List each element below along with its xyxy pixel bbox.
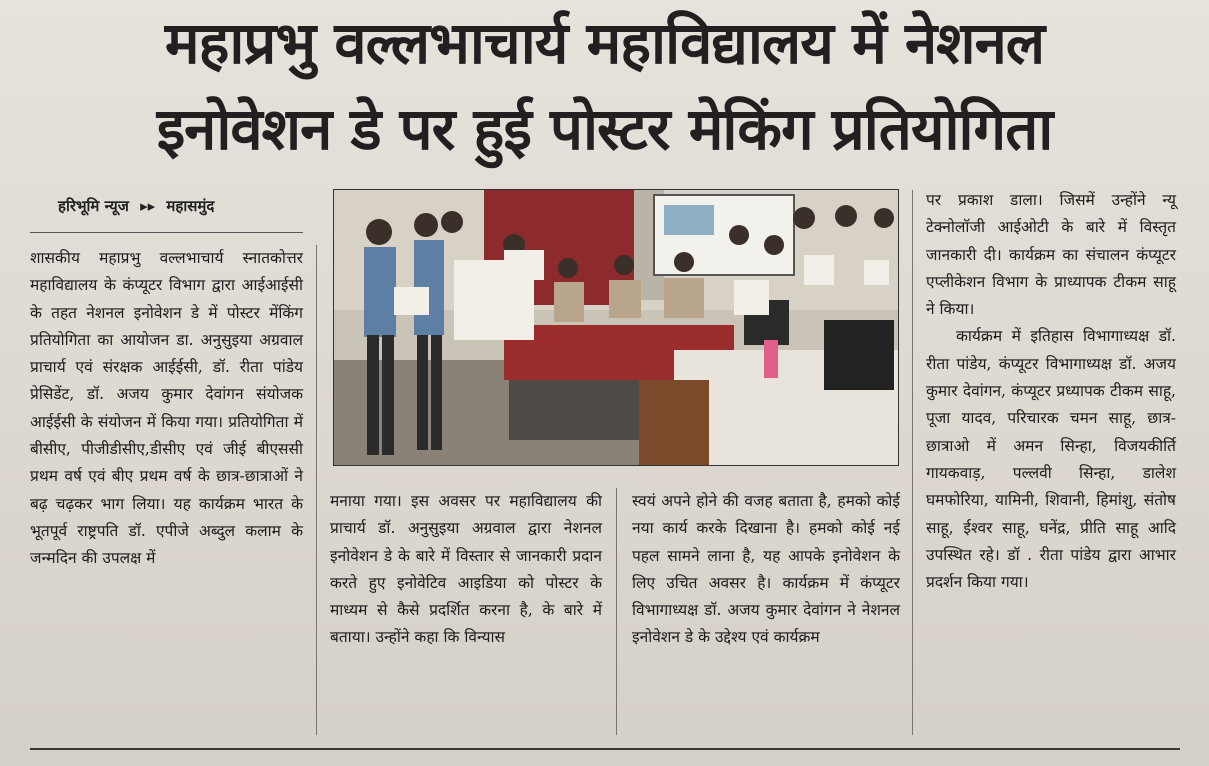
byline-place: महासमुंद — [166, 197, 215, 215]
byline-separator-icon: ▸▸ — [140, 197, 156, 215]
article-paragraph: पर प्रकाश डाला। जिसमें उन्होंने न्यू टेक्नोलॉजी आईओटी के बारे में विस्तृत जानकारी दी। कार्यक्रम का संचालन कंप्यूटर एप्लीकेशन विभाग के प्राध्यापक टीकम साहू ने किया। — [926, 191, 1176, 319]
article-paragraph: कार्यक्रम में इतिहास विभागाध्यक्ष डॉ. रीता पांडेय, कंप्यूटर विभागाध्यक्ष डॉ. अजय कुमार देवांगन, कंप्यूटर प्रध्यापक टीकम साहू, पूजा यादव, परिचारक चमन साहू, छात्र-छात्राओ में अमन सिन्हा, विजयकीर्ति गायकवाड़, पल्लवी सिन्हा, डालेश घमफोरिया, यामिनी, शिवानी, हिमांशु, संतोष साहू, ईश्वर साहू, घनेंद्र, प्रीति साहू आदि उपस्थित रहे। डॉ . रीता पांडेय द्वारा आभार प्रदर्शन किया गया। — [926, 327, 1176, 592]
article-column-4 — [926, 187, 1176, 596]
article-column-2 — [330, 488, 602, 652]
headline-line-2: इनोवेशन डे पर हुई पोस्टर मेकिंग प्रतियोगिता — [156, 95, 1053, 163]
photo-illustration — [334, 190, 898, 465]
article-paragraph: स्वयं अपने होने की वजह बताता है, हमको कोई नया कार्य करके दिखाना है। हमको कोई नई पहल सामने लाना है, यह आपके इनोवेशन के लिए उचित अवसर है। कार्यक्रम में कंप्यूटर विभागाध्यक्ष डॉ. अजय कुमार देवांगन ने नेशनल इनोवेशन डे के उद्देश्य एवं कार्यक्रम — [632, 492, 900, 647]
bottom-rule — [30, 748, 1180, 750]
article-column-3 — [632, 488, 900, 652]
byline — [58, 196, 214, 216]
article-column-1 — [30, 245, 303, 573]
event-photo — [333, 189, 899, 466]
column-divider — [616, 488, 617, 735]
byline-source: हरिभूमि न्यूज — [58, 197, 129, 215]
column-divider — [912, 190, 913, 735]
column-divider — [316, 245, 317, 735]
byline-rule — [30, 232, 303, 233]
article-paragraph: मनाया गया। इस अवसर पर महाविद्यालय की प्राचार्य डॉ. अनुसुइया अग्रवाल द्वारा नेशनल इनोवेशन डे के बारे में विस्तार से जानकारी प्रदान करते हुए इनोवेटिव आइडिया को पोस्टर के माध्यम से कैसे प्रदर्शित करना है, के बारे में बताया। उन्होंने कहा कि विन्यास — [330, 492, 602, 647]
article-paragraph: शासकीय महाप्रभु वल्लभाचार्य स्नातकोत्तर महाविद्यालय के कंप्यूटर विभाग द्वारा आईआईसी के तहत नेशनल इनोवेशन डे में पोस्टर मेंकिंग प्रतियोगिता का आयोजन डा. अनुसुइया अग्रवाल प्राचार्य एवं संरक्षक आईईसी, डॉ. रीता पांडेय प्रेसिडेंट, डॉ. अजय कुमार देवांगन संयोजक आईईसी के संयोजन में किया गया। प्रतियोगिता में बीसीए, पीजीडीसीए,डीसीए एवं जीई बीएससी प्रथम वर्ष एवं बीए प्रथम वर्ष के छात्र-छात्राओं ने बढ़ चढ़कर भाग लिया। यह कार्यक्रम भारत के भूतपूर्व राष्ट्रपति डॉ. एपीजे अब्दुल कलाम के जन्मदिन की उपलक्ष में — [30, 249, 303, 568]
headline-line-1: महाप्रभु वल्लभाचार्य महाविद्यालय में नेशनल — [164, 9, 1045, 77]
